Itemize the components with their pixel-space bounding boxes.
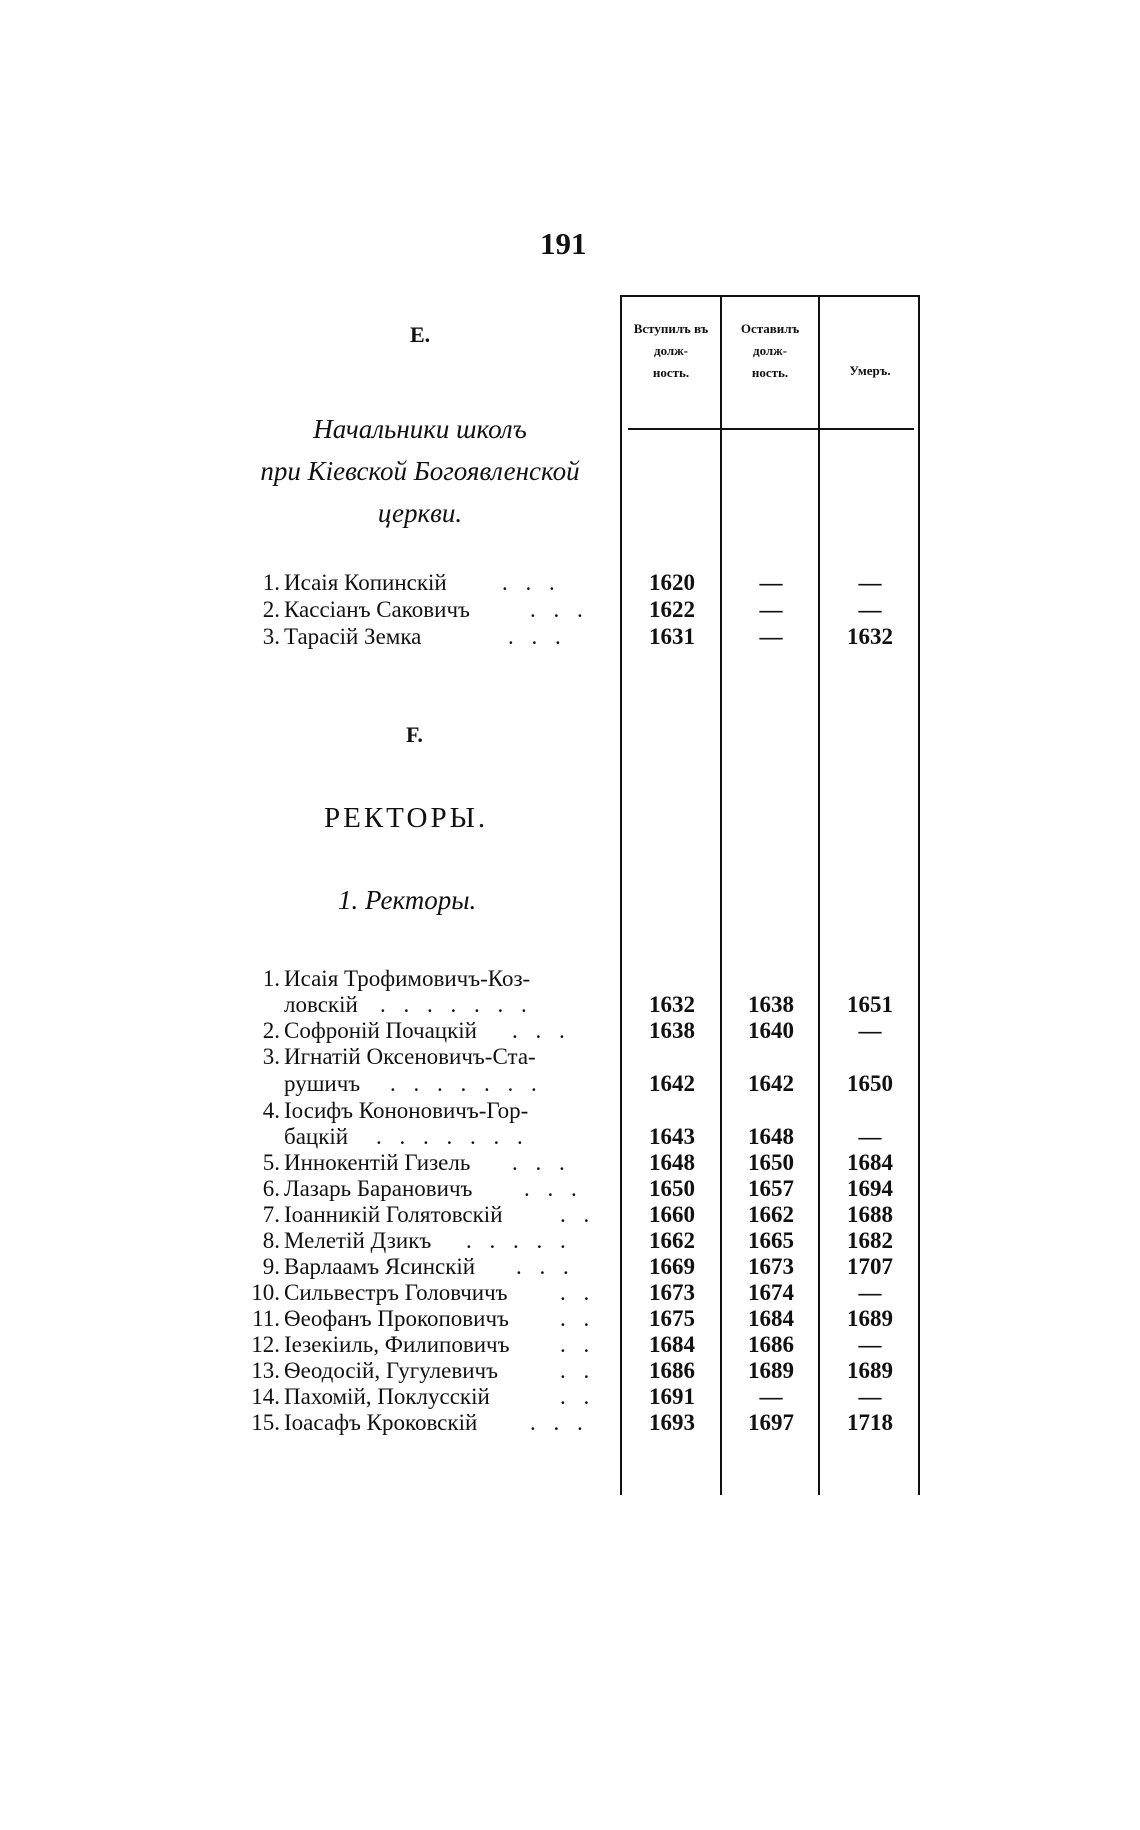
table-row: 7. Іоанникій Голятовскій . . 1660 1662 1688 bbox=[262, 1202, 893, 1227]
column-header-left-line1: Оставилъ bbox=[740, 321, 800, 336]
entry-name: Лазарь Барановичъ bbox=[284, 1176, 473, 1201]
section-e-title-line3: церкви. bbox=[377, 498, 463, 528]
section-e-title-line1: Начальники школъ bbox=[313, 414, 527, 444]
section-e-letter: E. bbox=[410, 322, 431, 347]
table-row: 9. Варлаамъ Ясинскій . . . 1669 1673 1707 bbox=[262, 1254, 893, 1279]
entry-name: Іоасафъ Кроковскій bbox=[284, 1410, 478, 1435]
entry-name: Ѳеофанъ Прокоповичъ bbox=[284, 1306, 509, 1331]
table-row: 3. Игнатій Оксеновичъ-Ста- bbox=[262, 1044, 536, 1069]
column-header-entered bbox=[624, 318, 718, 384]
entry-name: Іосифъ Кононовичъ-Гор- bbox=[284, 1098, 529, 1123]
table-rule-top bbox=[620, 295, 920, 297]
table-row: 2. Софроній Почацкій . . . 1638 1640 — bbox=[262, 1018, 882, 1043]
table-row: 13. Ѳеодосій, Гугулевичъ . . 1686 1689 1689 bbox=[251, 1358, 893, 1383]
entry-name-cont: бацкій bbox=[284, 1124, 349, 1149]
entry-name: Мелетій Дзикъ bbox=[284, 1228, 432, 1253]
table-row: рушичъ . . . . . . . 1642 1642 1650 bbox=[284, 1071, 893, 1096]
entry-name: Исаія Копинскій bbox=[284, 570, 447, 595]
entry-name: Исаія Трофимовичъ-Коз- bbox=[284, 966, 531, 991]
table-row: ловскій . . . . . . . 1632 1638 1651 bbox=[284, 992, 893, 1017]
entry-name: Варлаамъ Ясинскій bbox=[284, 1254, 476, 1279]
section-e-title bbox=[220, 408, 620, 534]
table-row: 11. Ѳеофанъ Прокоповичъ . . 1675 1684 1689 bbox=[252, 1306, 893, 1331]
entry-name-cont: ловскій bbox=[284, 992, 358, 1017]
entry-name-cont: рушичъ bbox=[284, 1071, 361, 1096]
entry-name: Иннокентій Гизель bbox=[284, 1150, 471, 1175]
column-header-left bbox=[722, 318, 818, 384]
entry-name: Тарасій Земка bbox=[284, 624, 422, 649]
page-number: 191 bbox=[540, 226, 587, 261]
section-e-title-line2: при Кіевской Богоявленской bbox=[260, 456, 580, 486]
column-header-entered-line1: Вступилъ въ bbox=[633, 321, 709, 336]
table-row: 1. Исаія Трофимовичъ-Коз- bbox=[262, 966, 531, 991]
entry-name: Ѳеодосій, Гугулевичъ bbox=[284, 1358, 498, 1383]
table-row: бацкій . . . . . . . 1643 1648 — bbox=[284, 1124, 882, 1149]
table-row: 1. Исаія Копинскій . . . 1620 — — bbox=[262, 570, 882, 595]
entry-name: Игнатій Оксеновичъ-Ста- bbox=[284, 1044, 536, 1069]
section-f-letter: F. bbox=[406, 722, 423, 747]
entry-name: Софроній Почацкій bbox=[284, 1018, 477, 1043]
entry-name: Іоанникій Голятовскій bbox=[284, 1202, 503, 1227]
section-f-title: РЕКТОРЫ. bbox=[324, 802, 489, 834]
entry-name: Сильвестръ Головчичъ bbox=[284, 1280, 508, 1305]
entry-name: Кассіанъ Саковичъ bbox=[284, 597, 470, 622]
column-header-died: Умеръ. bbox=[849, 363, 891, 378]
table-row: 14. Пахомій, Поклусскій . . 1691 — — bbox=[251, 1384, 882, 1409]
column-header-entered-line2: долж- bbox=[654, 343, 688, 358]
table-row: 12. Іезекіиль, Филиповичъ . . 1684 1686 — bbox=[251, 1332, 882, 1357]
table-row: 4. Іосифъ Кононовичъ-Гор- bbox=[262, 1098, 529, 1123]
table-row: 3. Тарасій Земка . . . 1631 — 1632 bbox=[262, 624, 893, 649]
table-header-rule bbox=[628, 428, 914, 430]
table-row: 15. Іоасафъ Кроковскій . . . 1693 1697 1718 bbox=[251, 1410, 893, 1435]
entry-name: Пахомій, Поклусскій bbox=[284, 1384, 490, 1409]
section-f-subtitle: 1. Ректоры. bbox=[338, 885, 477, 915]
table-row: 6. Лазарь Барановичъ . . . 1650 1657 1694 bbox=[262, 1176, 893, 1201]
table-row: 10. Сильвестръ Головчичъ . . 1673 1674 — bbox=[251, 1280, 882, 1305]
entry-name: Іезекіиль, Филиповичъ bbox=[284, 1332, 510, 1357]
column-header-entered-line3: ность. bbox=[652, 365, 690, 380]
table-row: 8. Мелетій Дзикъ . . . . . 1662 1665 1682 bbox=[262, 1228, 893, 1253]
table-row: 2. Кассіанъ Саковичъ . . . 1622 — — bbox=[262, 597, 882, 622]
column-header-left-line3: ность. bbox=[751, 365, 789, 380]
table-row: 5. Иннокентій Гизель . . . 1648 1650 1684 bbox=[262, 1150, 893, 1175]
column-header-left-line2: долж- bbox=[753, 343, 787, 358]
